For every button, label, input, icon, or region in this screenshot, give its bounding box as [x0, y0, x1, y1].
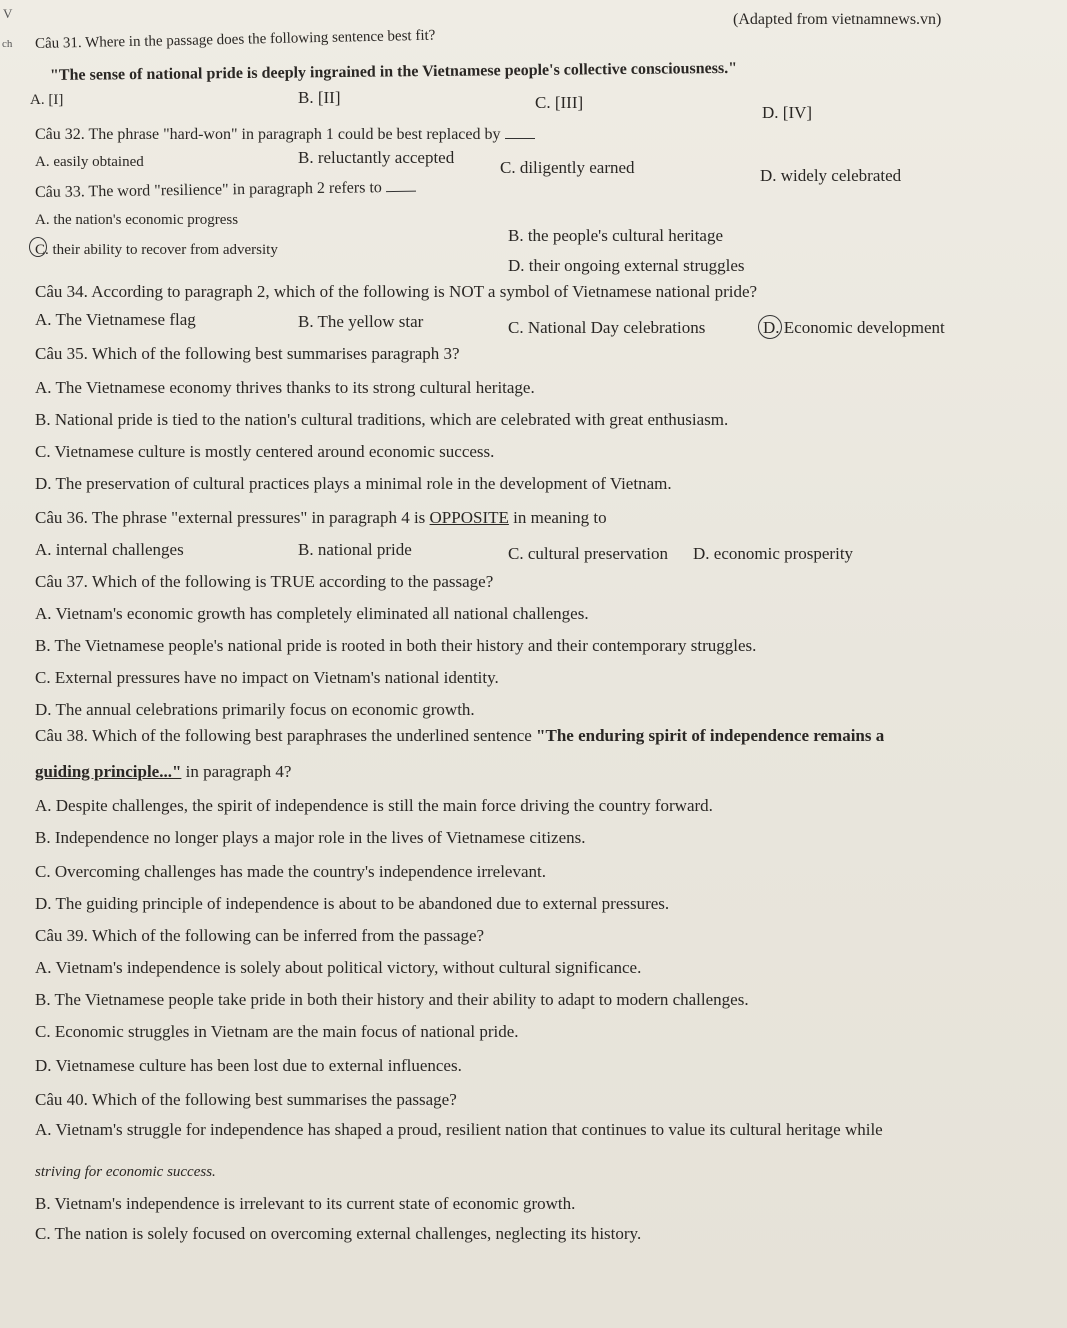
question-35-option-a[interactable]: A. The Vietnamese economy thrives thanks to its strong cultural heritage. [35, 378, 535, 397]
question-37-option-d[interactable]: D. The annual celebrations primarily focus on economic growth. [35, 700, 475, 719]
question-34-stem: Câu 34. According to paragraph 2, which of the following is NOT a symbol of Vietnamese national pride? [35, 282, 758, 301]
question-36-stem-b: in meaning to [508, 508, 607, 527]
question-39-stem: Câu 39. Which of the following can be inferred from the passage? [35, 926, 485, 945]
question-31-quote: "The sense of national pride is deeply ingrained in the Vietnamese people's collective consciousness." [49, 59, 738, 84]
question-38-stem-a: Câu 38. Which of the following best paraphrases the underlined sentence [35, 726, 537, 745]
question-37-option-a[interactable]: A. Vietnam's economic growth has completely eliminated all national challenges. [35, 604, 589, 623]
question-36-stem-a: Câu 36. The phrase "external pressures" in paragraph 4 is [35, 508, 430, 527]
question-39-option-b[interactable]: B. The Vietnamese people take pride in both their history and their ability to adapt to modern challenges. [35, 990, 749, 1009]
question-39-option-a[interactable]: A. Vietnam's independence is solely about political victory, without cultural significance. [35, 958, 642, 977]
question-38-stem-underlined: guiding principle..." [35, 762, 182, 781]
question-34-option-a[interactable]: A. The Vietnamese flag [35, 310, 196, 329]
question-31-option-a[interactable]: A. [I] [30, 92, 64, 108]
question-38-stem [35, 726, 884, 746]
question-38-option-b[interactable]: B. Independence no longer plays a major role in the lives of Vietnamese citizens. [35, 828, 586, 847]
answer-blank[interactable] [505, 124, 535, 139]
question-35-stem: Câu 35. Which of the following best summarises paragraph 3? [35, 344, 460, 363]
question-38-stem-c: in paragraph 4? [181, 762, 292, 781]
question-31-option-c[interactable]: C. [III] [535, 93, 584, 112]
question-34-option-c[interactable]: C. National Day celebrations [508, 318, 706, 337]
question-32-stem-text: Câu 32. The phrase "hard-won" in paragraph 1 could be best replaced by [35, 126, 501, 143]
question-40-option-a-continued[interactable]: striving for economic success. [35, 1164, 216, 1180]
source-note: (Adapted from vietnamnews.vn) [733, 11, 942, 28]
question-34-option-d[interactable]: D. Economic development [763, 318, 945, 337]
question-40-option-b[interactable]: B. Vietnam's independence is irrelevant to its current state of economic growth. [35, 1194, 576, 1213]
question-40-option-c[interactable]: C. The nation is solely focused on overcoming external challenges, neglecting its history. [35, 1224, 642, 1243]
question-38-stem-quote: "The enduring spirit of independence remains a [536, 726, 885, 745]
question-38-option-d[interactable]: D. The guiding principle of independence is about to be abandoned due to external pressures. [35, 894, 670, 913]
question-33-stem [35, 177, 416, 203]
question-40-stem: Câu 40. Which of the following best summarises the passage? [35, 1090, 457, 1109]
answer-blank[interactable] [386, 177, 416, 192]
corner-mark: V [3, 6, 13, 21]
question-33-option-b[interactable]: B. the people's cultural heritage [508, 226, 724, 245]
question-39-option-d[interactable]: D. Vietnamese culture has been lost due to external influences. [35, 1056, 462, 1075]
question-36-option-c[interactable]: C. cultural preservation [508, 544, 669, 563]
question-32-option-c[interactable]: C. diligently earned [500, 158, 635, 177]
corner-mark: ch [2, 38, 13, 50]
question-35-option-b[interactable]: B. National pride is tied to the nation's cultural traditions, which are celebrated with great enthusiasm. [35, 410, 729, 429]
question-37-option-b[interactable]: B. The Vietnamese people's national pride is rooted in both their history and their contemporary struggles. [35, 636, 757, 655]
question-38-stem-line2 [35, 762, 291, 782]
question-31-stem: Câu 31. Where in the passage does the following sentence best fit? [34, 27, 436, 52]
question-32-stem [35, 124, 535, 145]
question-40-option-a[interactable]: A. Vietnam's struggle for independence has shaped a proud, resilient nation that continues to value its cultural heritage while [35, 1120, 883, 1139]
question-38-option-a[interactable]: A. Despite challenges, the spirit of independence is still the main force driving the country forward. [35, 796, 713, 815]
question-38-option-c[interactable]: C. Overcoming challenges has made the country's independence irrelevant. [35, 862, 546, 881]
question-32-option-d[interactable]: D. widely celebrated [760, 166, 902, 185]
question-32-option-b[interactable]: B. reluctantly accepted [298, 148, 455, 167]
question-33-option-d[interactable]: D. their ongoing external struggles [508, 256, 745, 275]
question-35-option-c[interactable]: C. Vietnamese culture is mostly centered around economic success. [35, 442, 495, 461]
question-39-option-c[interactable]: C. Economic struggles in Vietnam are the main focus of national pride. [35, 1022, 519, 1041]
question-36-stem [35, 508, 607, 528]
question-31-option-b[interactable]: B. [II] [298, 88, 341, 107]
question-36-option-a[interactable]: A. internal challenges [35, 540, 184, 559]
question-33-option-a[interactable]: A. the nation's economic progress [35, 212, 239, 228]
question-36-option-b[interactable]: B. national pride [298, 540, 412, 559]
question-37-option-c[interactable]: C. External pressures have no impact on Vietnam's national identity. [35, 668, 499, 687]
question-33-option-c[interactable]: C. their ability to recover from adversity [35, 242, 278, 258]
question-35-option-d[interactable]: D. The preservation of cultural practices plays a minimal role in the development of Vietnam. [35, 474, 672, 493]
question-32-option-a[interactable]: A. easily obtained [35, 154, 144, 170]
question-36-option-d[interactable]: D. economic prosperity [693, 544, 854, 563]
question-33-stem-text: Câu 33. The word "resilience" in paragraph 2 refers to [34, 179, 382, 201]
question-37-stem: Câu 37. Which of the following is TRUE according to the passage? [35, 572, 494, 591]
question-31-option-d[interactable]: D. [IV] [762, 103, 813, 122]
question-34-option-b[interactable]: B. The yellow star [298, 312, 424, 331]
question-36-stem-underlined: OPPOSITE [429, 508, 509, 527]
